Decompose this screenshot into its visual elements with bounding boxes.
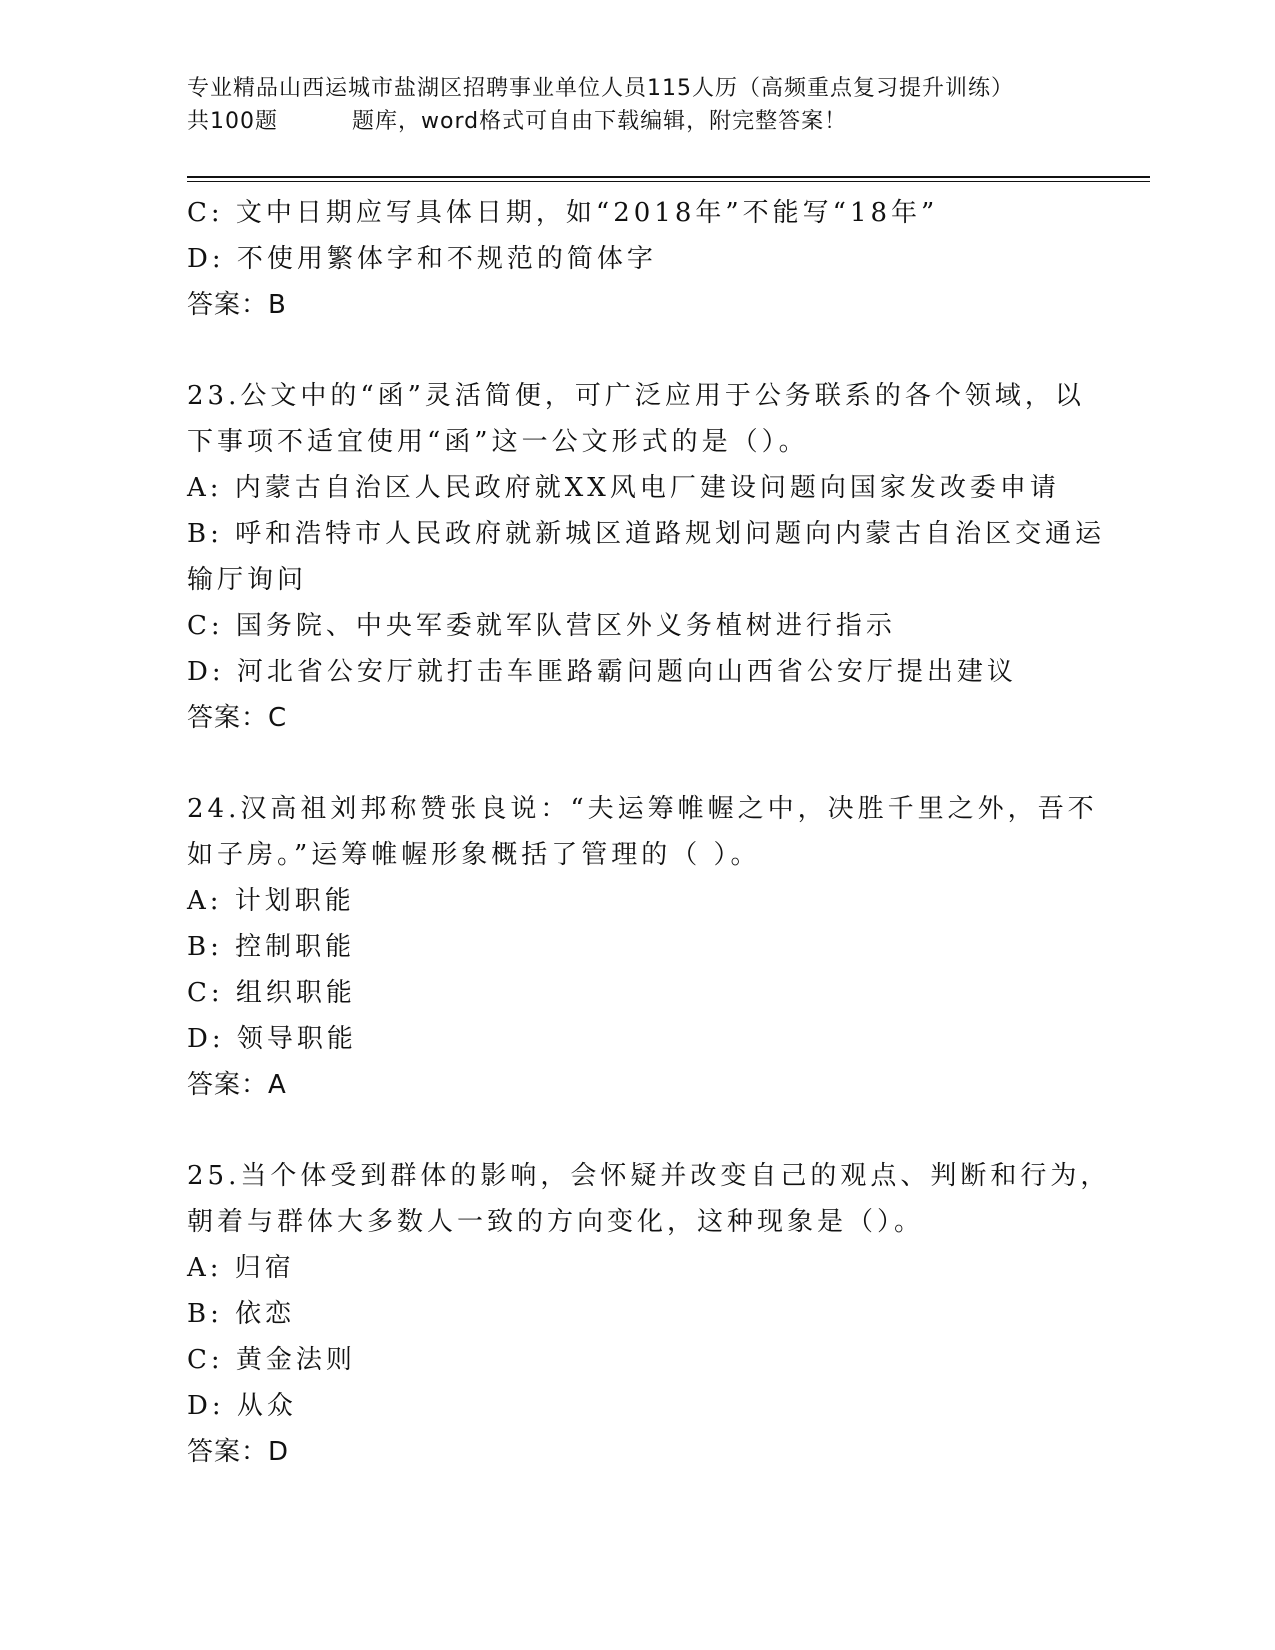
option-b: B: 依恋	[187, 1299, 296, 1329]
question-list	[187, 190, 1111, 1475]
header-question-count: 共100题	[187, 109, 278, 134]
question-stem: 25.当个体受到群体的影响，会怀疑并改变自己的观点、判断和行为，	[187, 1161, 1111, 1191]
header-title: 专业精品山西运城市盐湖区招聘事业单位人员115人历（高频重点复习提升训练）	[187, 76, 1014, 101]
question-stem-cont: 朝着与群体大多数人一致的方向变化，这种现象是（）。	[187, 1207, 925, 1237]
option-c: C: 文中日期应写具体日期，如“2018年”不能写“18年”	[187, 198, 939, 228]
answer-line: 答案：D	[187, 1437, 290, 1467]
question-22-tail	[187, 190, 1067, 328]
header-divider-thin	[187, 181, 1150, 182]
header-subtitle	[187, 105, 1087, 138]
question-stem: 24.汉高祖刘邦称赞张良说：“夫运筹帷幄之中，决胜千里之外，吾不	[187, 794, 1098, 824]
option-b-cont: 输厅询问	[187, 565, 308, 595]
answer-line: 答案：A	[187, 1070, 287, 1100]
question-24	[187, 786, 1098, 1108]
option-c: C: 黄金法则	[187, 1345, 356, 1375]
option-b: B: 呼和浩特市人民政府就新城区道路规划问题向内蒙古自治区交通运	[187, 519, 1106, 549]
option-a: A: 计划职能	[187, 886, 355, 916]
header-format-note: 题库，word格式可自由下载编辑，附完整答案！	[352, 109, 848, 134]
question-stem-cont: 如子房。”运筹帷幄形象概括了管理的（ ）。	[187, 840, 761, 870]
option-b: B: 控制职能	[187, 932, 356, 962]
question-23	[187, 373, 1106, 741]
answer-line: 答案：C	[187, 703, 288, 733]
option-d: D: 领导职能	[187, 1024, 357, 1054]
option-a: A: 归宿	[187, 1253, 295, 1283]
question-stem-cont: 下事项不适宜使用“函”这一公文形式的是（）。	[187, 427, 809, 457]
option-d: D: 河北省公安厅就打击车匪路霸问题向山西省公安厅提出建议	[187, 657, 1017, 687]
option-d: D: 不使用繁体字和不规范的简体字	[187, 244, 657, 274]
header-divider	[187, 176, 1150, 178]
answer-line: 答案：B	[187, 290, 287, 320]
question-stem: 23.公文中的“函”灵活简便，可广泛应用于公务联系的各个领域，以	[187, 381, 1085, 411]
option-a: A: 内蒙古自治区人民政府就XX风电厂建设问题向国家发改委申请	[187, 473, 1060, 503]
option-d: D: 从众	[187, 1391, 297, 1421]
option-c: C: 组织职能	[187, 978, 356, 1008]
option-c: C: 国务院、中央军委就军队营区外义务植树进行指示	[187, 611, 896, 641]
document-header	[187, 72, 1087, 138]
question-25	[187, 1153, 1111, 1475]
